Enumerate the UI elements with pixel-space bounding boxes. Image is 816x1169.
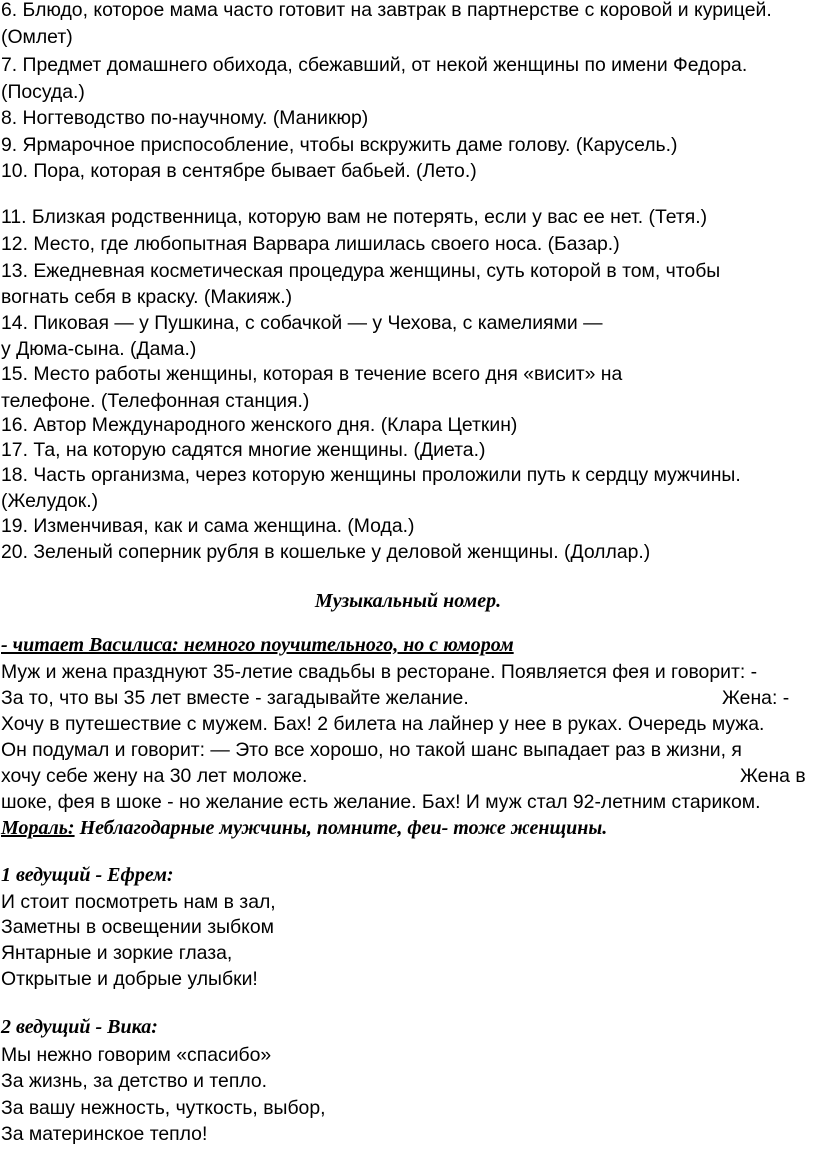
riddle-8-line: 8. Ногтеводство по-научному. (Маникюр) — [1, 107, 369, 129]
joke-line-1: Муж и жена празднуют 35-летие свадьбы в ресторане. Появляется фея и говорит: - — [1, 661, 758, 683]
music-number-heading: Музыкальный номер. — [314, 590, 502, 612]
host2-heading: 2 ведущий - Вика: — [1, 1016, 158, 1038]
joke-line-2-wife: Жена: - — [722, 687, 790, 709]
joke-line-6: шоке, фея в шоке - но желание есть желание. Бах! И муж стал 92-летним стариком. — [1, 791, 761, 813]
riddle-18-answer: (Желудок.) — [1, 490, 99, 512]
joke-line-4: Он подумал и говорит: — Это все хорошо, но такой шанс выпадает раз в жизни, я — [1, 739, 742, 761]
riddle-6-answer: (Омлет) — [1, 26, 73, 48]
riddle-14-line: 14. Пиковая — у Пушкина, с собачкой — у Чехова, с камелиями — — [1, 312, 603, 334]
joke-line-5 — [1, 763, 815, 789]
host1-verse-line: Открытые и добрые улыбки! — [1, 968, 258, 990]
riddle-20-line: 20. Зеленый соперник рубля в кошельке у деловой женщины. (Доллар.) — [1, 541, 651, 563]
host2-verse-line: Мы нежно говорим «спасибо» — [1, 1044, 272, 1066]
riddle-17-line: 17. Та, на которую садятся многие женщины. (Диета.) — [1, 439, 486, 461]
riddle-16-line: 16. Автор Международного женского дня. (Клара Цеткин) — [1, 414, 518, 436]
riddle-13-line: 13. Ежедневная косметическая процедура женщины, суть которой в том, чтобы — [1, 260, 721, 282]
host2-verse-line: За материнское тепло! — [1, 1123, 208, 1145]
joke-line-2-text: За то, что вы 35 лет вместе - загадывайте желание. — [1, 687, 469, 709]
host1-verse-line: Заметны в освещении зыбком — [1, 916, 274, 938]
joke-line-5-wife: Жена в — [740, 765, 806, 787]
moral-label: Мораль: — [1, 817, 75, 839]
joke-line-5-text: хочу себе жену на 30 лет моложе. — [1, 765, 308, 787]
riddle-15-line: 15. Место работы женщины, которая в течение всего дня «висит» на — [1, 363, 623, 385]
moral-line — [1, 815, 607, 841]
riddle-19-line: 19. Изменчивая, как и сама женщина. (Мода.) — [1, 515, 415, 537]
host1-heading: 1 ведущий - Ефрем: — [1, 864, 174, 886]
host2-verse-line: За жизнь, за детство и тепло. — [1, 1070, 268, 1092]
riddle-13-continuation: вогнать себя в краску. (Макияж.) — [1, 286, 293, 308]
host1-verse-line: И стоит посмотреть нам в зал, — [1, 891, 276, 913]
moral-text: Неблагодарные мужчины, помните, феи- тоже женщины. — [74, 817, 608, 839]
joke-line-2 — [1, 685, 815, 711]
riddle-6-line: 6. Блюдо, которое мама часто готовит на завтрак в партнерстве с коровой и курицей. — [1, 0, 772, 21]
host2-verse-line: За вашу нежность, чуткость, выбор, — [1, 1097, 326, 1119]
riddle-7-line: 7. Предмет домашнего обихода, сбежавший, от некой женщины по имени Федора. — [1, 54, 748, 76]
host1-verse-line: Янтарные и зоркие глаза, — [1, 942, 233, 964]
riddle-12-line: 12. Место, где любопытная Варвара лишилась своего носа. (Базар.) — [1, 233, 620, 255]
riddle-10-line: 10. Пора, которая в сентябре бывает бабьей. (Лето.) — [1, 160, 477, 182]
riddle-7-answer: (Посуда.) — [1, 81, 85, 103]
riddle-9-line: 9. Ярмарочное приспособление, чтобы вскружить даме голову. (Карусель.) — [1, 134, 678, 156]
riddle-11-line: 11. Близкая родственница, которую вам не потерять, если у вас ее нет. (Тетя.) — [1, 206, 708, 228]
riddle-15-continuation: телефоне. (Телефонная станция.) — [1, 390, 310, 412]
riddle-18-line: 18. Часть организма, через которую женщины проложили путь к сердцу мужчины. — [1, 464, 741, 486]
riddle-14-continuation: у Дюма-сына. (Дама.) — [1, 338, 197, 360]
joke-line-3: Хочу в путешествие с мужем. Бах! 2 билета на лайнер у нее в руках. Очередь мужа. — [1, 713, 765, 735]
reader-heading: - читает Василиса: немного поучительного, но с юмором — [1, 634, 514, 656]
